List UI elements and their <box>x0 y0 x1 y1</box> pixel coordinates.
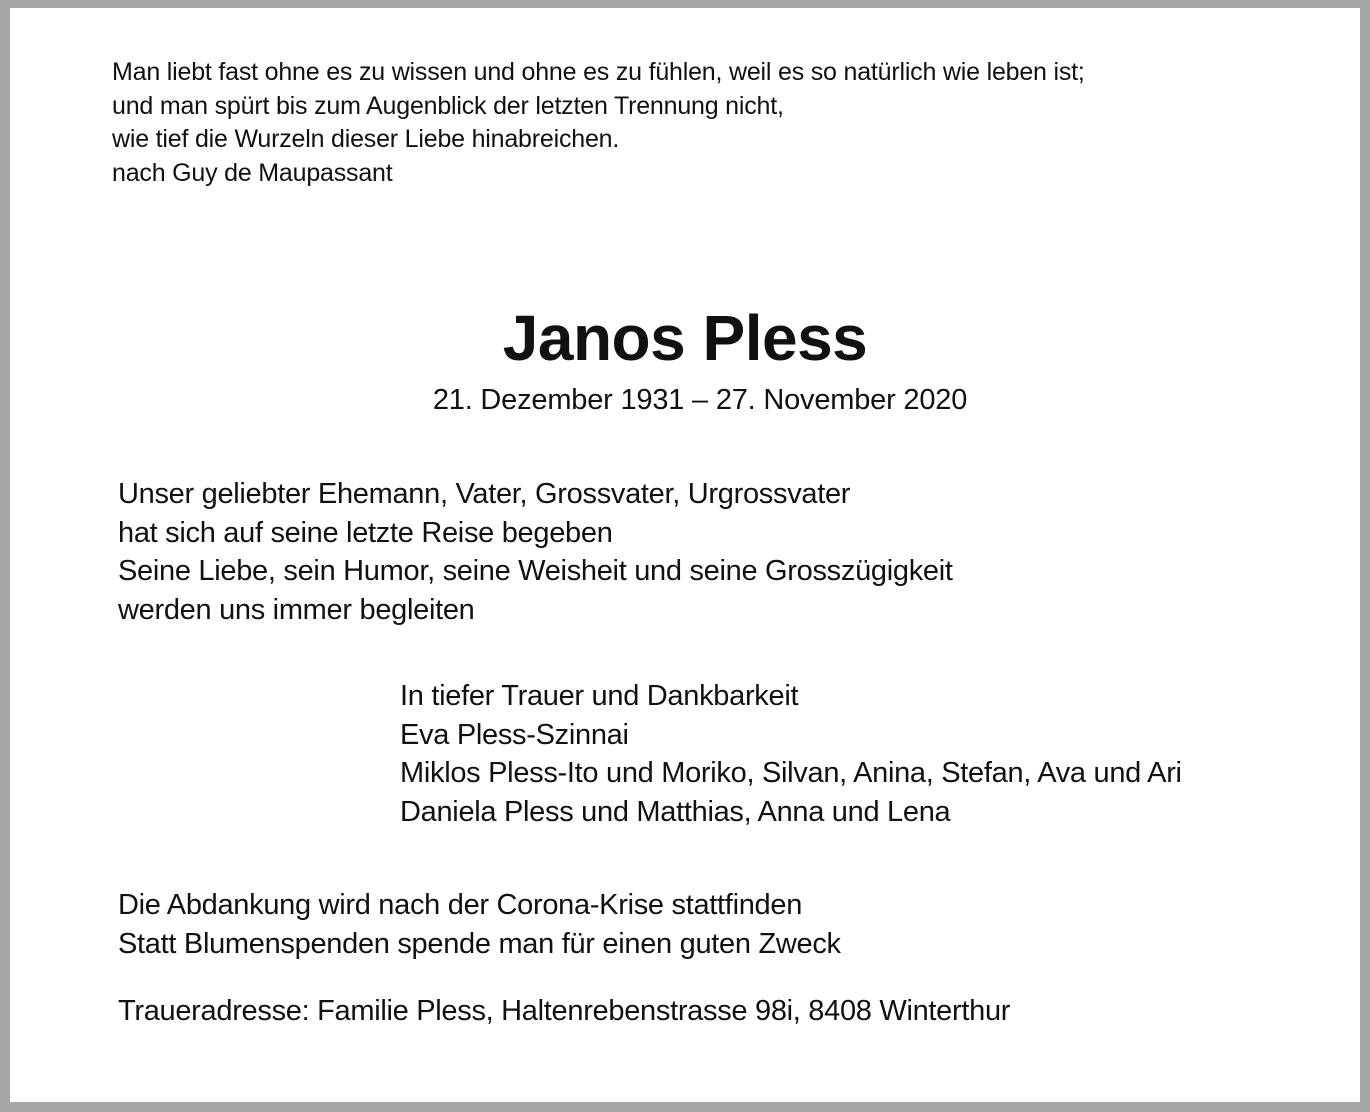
funeral-notice <box>118 886 841 963</box>
quote-line: wie tief die Wurzeln dieser Liebe hinabreichen. <box>112 125 620 153</box>
address-line: Traueradresse: Familie Pless, Haltenrebenstrasse 98i, 8408 Winterthur <box>118 995 1011 1027</box>
life-dates: 21. Dezember 1931 – 27. November 2020 <box>432 384 968 416</box>
deceased-name: Janos Pless <box>502 302 868 374</box>
mourner-line: Daniela Pless und Matthias, Anna und Lena <box>400 795 951 828</box>
notice-line: Die Abdankung wird nach der Corona-Krise stattfinden <box>118 889 803 921</box>
tribute-line: Seine Liebe, sein Humor, seine Weisheit und seine Grosszügigkeit <box>118 555 953 587</box>
quote-attribution: nach Guy de Maupassant <box>112 158 393 187</box>
obituary-page <box>10 8 1360 1102</box>
mourner-line: Eva Pless-Szinnai <box>400 718 629 751</box>
notice-line: Statt Blumenspenden spende man für einen guten Zweck <box>118 927 841 960</box>
tribute-line: werden uns immer begleiten <box>118 593 475 626</box>
mourning-address <box>118 992 1010 1031</box>
mourners-heading: In tiefer Trauer und Dankbarkeit <box>400 680 799 712</box>
quote-line: Man liebt fast ohne es zu wissen und ohne es zu fühlen, weil es so natürlich wie leben ist; <box>112 58 1085 86</box>
quote-block <box>112 56 1085 190</box>
quote-line: und man spürt bis zum Augenblick der letzten Trennung nicht, <box>112 91 784 120</box>
tribute-block <box>118 475 953 629</box>
tribute-line: Unser geliebter Ehemann, Vater, Grossvater, Urgrossvater <box>118 478 851 510</box>
tribute-line: hat sich auf seine letzte Reise begeben <box>118 516 613 549</box>
mourners-block <box>400 677 1182 831</box>
mourner-line: Miklos Pless-Ito und Moriko, Silvan, Anina, Stefan, Ava und Ari <box>400 757 1182 789</box>
